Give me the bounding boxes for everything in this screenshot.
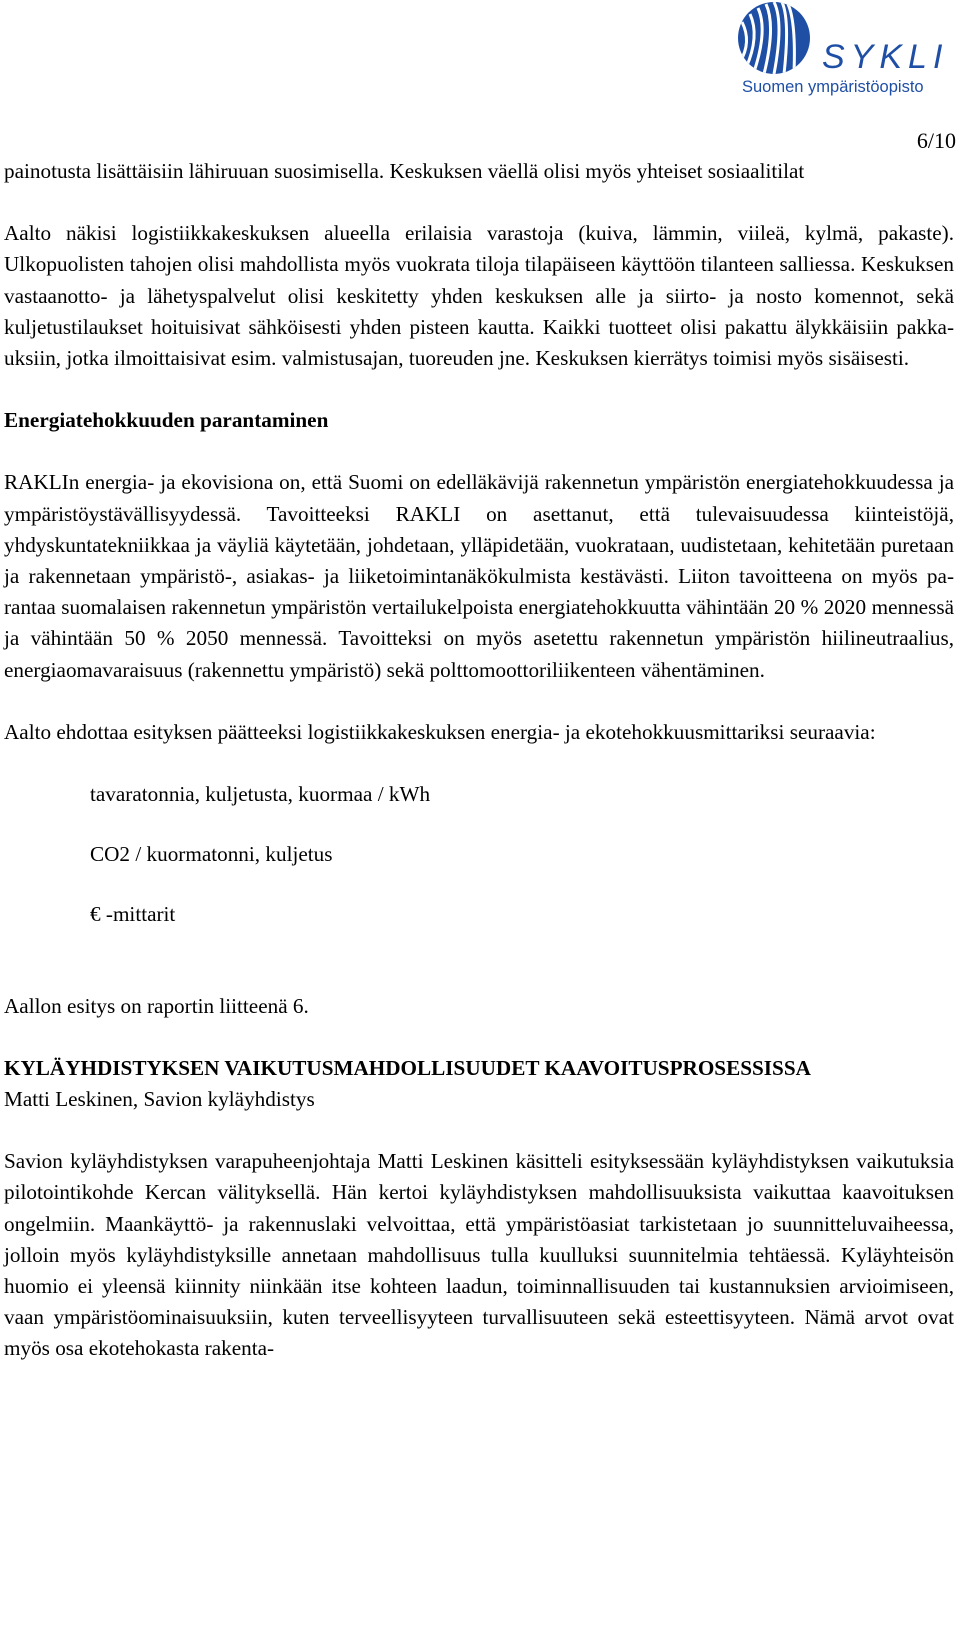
page-number: 6/10	[916, 128, 956, 153]
section-heading-energy: Energiatehokkuuden parantaminen	[4, 408, 329, 433]
metric-item: CO2 / kuormatonni, kuljetus	[90, 842, 333, 867]
metric-item: € -mittarit	[90, 902, 176, 927]
sykli-globe-icon	[724, 0, 824, 80]
section-author: Matti Leskinen, Savion kyläyhdistys	[4, 1087, 315, 1112]
paragraph-savio: Savion kyläyhdistyksen varapuheenjohtaja Matti Leskinen käsitteli esityksessään kyläyhdistyksen vaikutuksia pilotointikohde Kercan välityksellä. Hän kertoi kyläyhdistyksen mahdollisuuksista vaikuttaa kaavoituksen ongelmiin. Maankäyttö- ja rakennuslaki velvoittaa, että ympäristöasiat tarkistetaan jo suunnitteluvaiheessa, jolloin myös kyläyhdistyksille annetaan mahdollisuus tulla kuulluksi suunnitelmia tehtäessä. Kyläyhteisön huomio ei yleensä kiinnity niinkään itse kohteen laadun, toiminnallisuuden tai kustannuksien arvioimiseen, vaan ympäristöominaisuuksiin, kuten terveellisyyteen turvallisuuteen sekä esteettisyyteen. Nämä arvot ovat myös osa ekotehokasta rakenta-	[4, 1149, 954, 1361]
paragraph-appendix-note: Aallon esitys on raportin liitteenä 6.	[4, 993, 309, 1018]
logo-subtitle: Suomen ympäristöopisto	[742, 78, 924, 96]
logo-name: SYKLI	[822, 38, 949, 76]
paragraph-rakli-vision: RAKLIn energia- ja ekovisiona on, että Suomi on edelläkävijä rakennetun ympäristön energiatehokkuudessa ja ympäristöystävällisyydessä. Tavoitteeksi RAKLI on asettanut, että tulevaisuudessa kiinteistöjä, yhdyskuntatekniikkaa ja väyliä käytetään, johdetaan, ylläpidetään, vuokrataan, uudistetaan, kehitetään puretaan ja rakennetaan ympäristö-, asiakas- ja liiketoimintanäkökulmista kestävästi. Liiton tavoitteena on myös parantaa suomalaisen rakennetun ympäristön vertailukelpoista energiatehokkuutta vähintään 20 % 2020 mennessä ja vähintään 50 % 2050 mennessä. Tavoitteksi on myös asetettu rakennetun ympäristön hiilineutraalius, energiaomavaraisuus (rakennettu ympäristö) sekä polttomoottoriliikenteen vähentäminen.	[4, 470, 954, 682]
paragraph-continuation: painotusta lisättäisiin lähiruuan suosimisella. Keskuksen väellä olisi myös yhteiset sosiaalitilat	[4, 159, 805, 183]
section-heading-village: KYLÄYHDISTYKSEN VAIKUTUSMAHDOLLISUUDET KAAVOITUSPROSESSISSA	[4, 1055, 811, 1080]
paragraph-logistics-storage: Aalto näkisi logistiikkakeskuksen alueella erilaisia varastoja (kuiva, lämmin, viileä, kylmä, pakaste). Ulkopuolisten tahojen olisi mahdollista myös vuokrata tiloja tilapäiseen käyttöön tilanteen salliessa. Keskuksen vastaanotto- ja lähetyspalvelut olisi keskitetty yhden keskuksen alle ja siirto- ja nosto komennot, sekä kuljetustilaukset hoituisivat sähköisesti yhden pisteen kautta. Kaikki tuotteet olisi pakattu älykkäisiin pakkauksiin, jotka ilmoittaisivat esim. valmistusajan, tuoreuden jne. Keskuksen kierrätys toimisi myös sisäisesti.	[4, 221, 954, 371]
metrics-list	[4, 779, 954, 931]
paragraph-metrics-intro: Aalto ehdottaa esityksen päätteeksi logistiikkakeskuksen energia- ja ekotehokkuusmittariksi seuraavia:	[4, 719, 876, 744]
metric-item: tavaratonnia, kuljetusta, kuormaa / kWh	[90, 782, 431, 807]
sykli-logo	[730, 0, 960, 110]
document-body	[4, 156, 954, 1365]
